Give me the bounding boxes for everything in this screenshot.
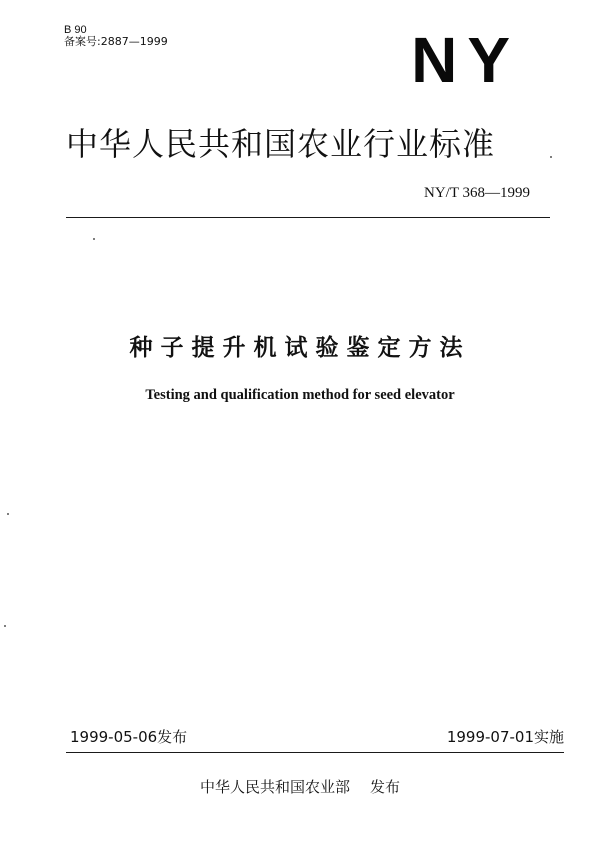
footer-divider	[66, 752, 564, 753]
implementation-date: 1999-07-01实施	[446, 728, 564, 746]
scan-speck	[4, 625, 6, 627]
publisher-name: 中华人民共和国农业部	[199, 778, 350, 796]
standard-category-title: 中华人民共和国农业行业标准	[66, 125, 496, 163]
scan-speck	[7, 513, 9, 515]
standard-number: NY/T 368—1999	[424, 185, 530, 201]
record-number: 备案号:2887—1999	[64, 35, 168, 48]
publisher-line	[0, 778, 600, 796]
document-title-chinese: 种子提升机试验鉴定方法	[129, 335, 471, 361]
ny-logo: NY	[411, 24, 520, 96]
issue-date: 1999-05-06发布	[70, 728, 188, 746]
scan-speck	[93, 238, 95, 240]
classification-code: B 90	[64, 24, 87, 36]
scan-speck	[550, 156, 552, 158]
document-title-english: Testing and qualification method for seed elevator	[145, 387, 455, 403]
publish-label: 发布	[370, 778, 401, 796]
header-divider	[66, 217, 550, 218]
